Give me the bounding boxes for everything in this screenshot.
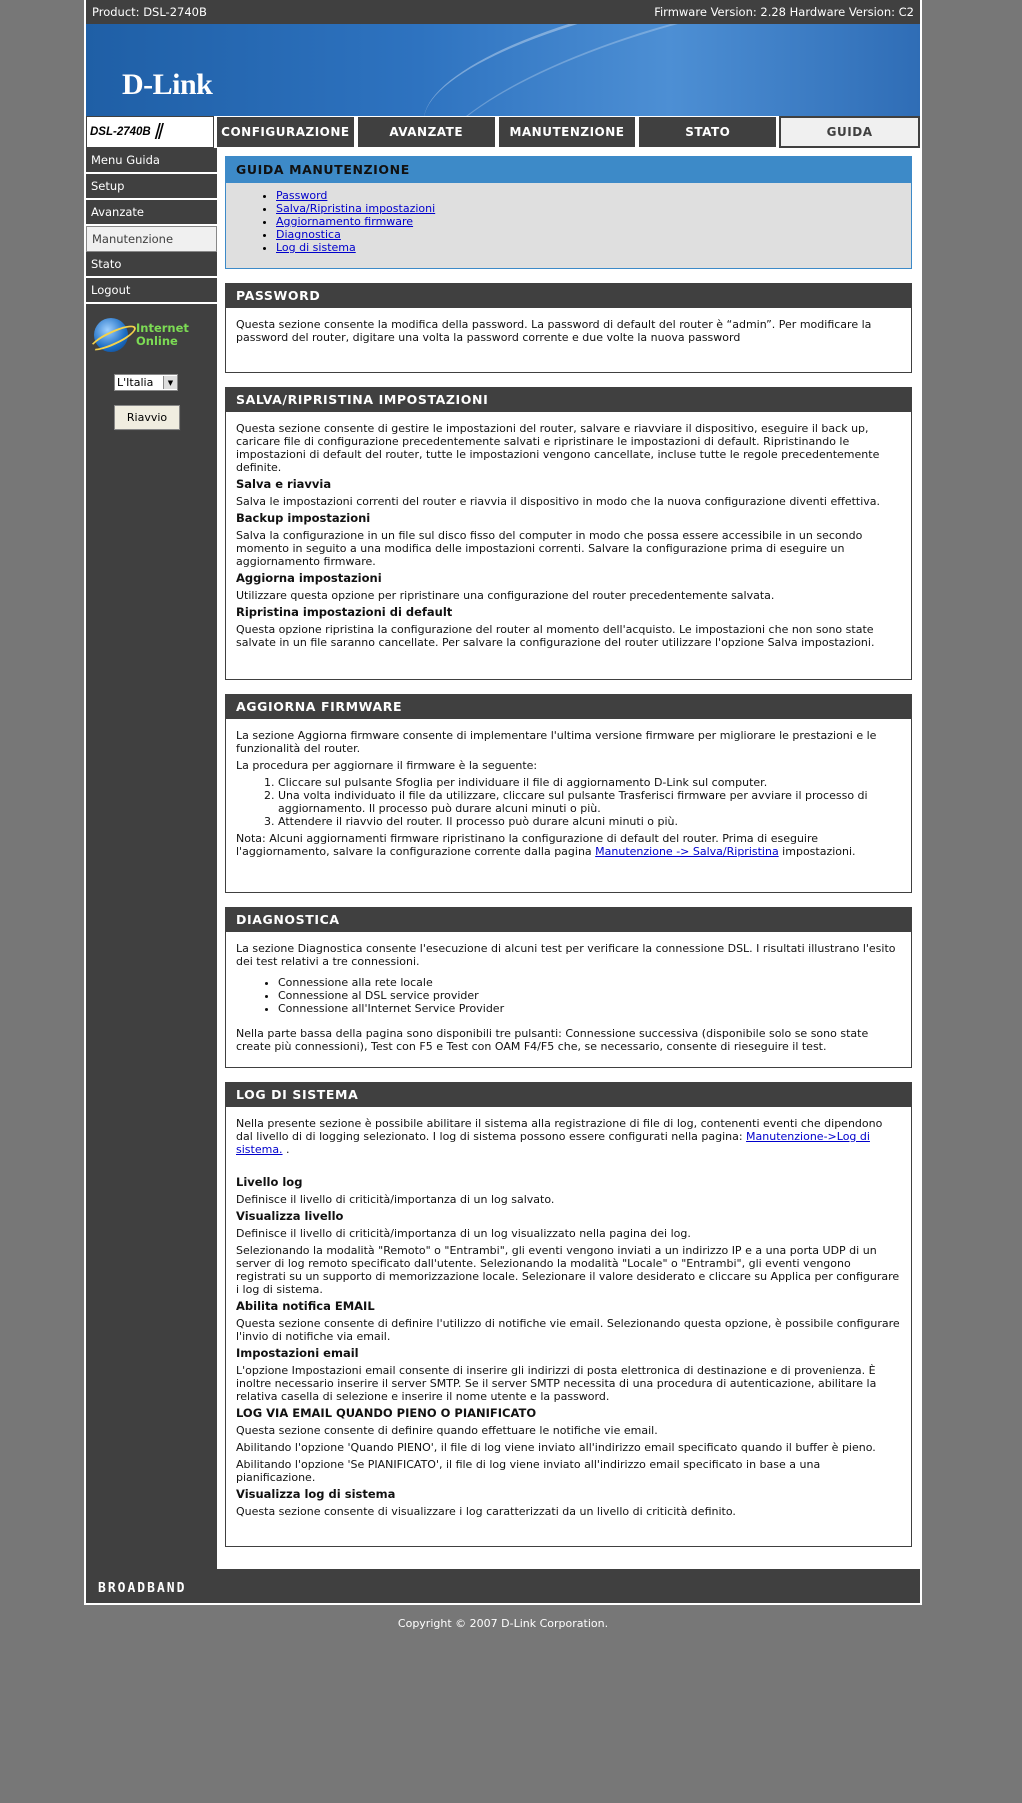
- firmware-note: Nota: Alcuni aggiornamenti firmware ripristinano la configurazione di default del router. Prima di eseguire l'aggiornamento, salvare la configurazione corrente dalla pagina Manutenzione -> Salva/Ripristina impostazioni.: [236, 832, 856, 858]
- salva-p4: Questa opzione ripristina la configurazione del router al momento dell'acquisto. Le impostazioni che non sono state salvate in un file saranno cancellate. Per salvare la configurazione del router utilizzare l'opzione Salva impostazioni.: [236, 623, 875, 649]
- guida-title: GUIDA MANUTENZIONE: [226, 157, 911, 183]
- reboot-button[interactable]: Riavvio: [114, 405, 180, 430]
- password-text: Questa sezione consente la modifica della password. La password di default del router è “admin”. Per modificare la password del router, digitare una volta la password corrente e due volte la nuova password: [236, 318, 872, 344]
- status-line-2: Online: [136, 334, 178, 348]
- internet-status: [86, 304, 217, 352]
- firmware-step: 1. Cliccare sul pulsante Sfoglia per individuare il file di aggiornamento D-Link sul computer.: [278, 776, 901, 789]
- salva-p3: Utilizzare questa opzione per ripristinare una configurazione del router precedentemente salvata.: [236, 589, 775, 602]
- log-section: [225, 1082, 912, 1547]
- model-badge: DSL-2740B //: [86, 116, 214, 148]
- link-manutenzione-salva[interactable]: Manutenzione -> Salva/Ripristina: [595, 845, 779, 858]
- tab-configurazione[interactable]: CONFIGURAZIONE: [216, 116, 355, 148]
- sidebar-item-menu-guida[interactable]: Menu Guida: [86, 148, 217, 174]
- link-salva-ripristina[interactable]: Salva/Ripristina impostazioni: [276, 202, 436, 215]
- internet-globe-icon: [94, 318, 128, 352]
- log-p2b: Selezionando la modalità "Remoto" o "Entrambi", gli eventi vengono inviati a un indirizzo IP e a una porta UDP di un server di log remoto specificato dall'utente. Selezionando la modalità "Locale" o "Entrambi", gli eventi vengono registrati su un supporto di memorizzazione locale. Selezionare il valore desiderato e cliccare su Applica per configurare i log di sistema.: [236, 1244, 900, 1296]
- salva-h3: Aggiorna impostazioni: [236, 571, 382, 585]
- log-p5c: Abilitando l'opzione 'Se PIANIFICATO', il file di log viene inviato all'indirizzo email specificato in base a una pianificazione.: [236, 1458, 821, 1484]
- sidebar-item-avanzate[interactable]: Avanzate: [86, 200, 217, 226]
- log-h1: Livello log: [236, 1175, 303, 1189]
- log-h4: Impostazioni email: [236, 1346, 359, 1360]
- link-password[interactable]: Password: [276, 189, 328, 202]
- firmware-p2: La procedura per aggiornare il firmware è la seguente:: [236, 759, 538, 772]
- diagnostica-title: DIAGNOSTICA: [226, 908, 911, 932]
- sidebar: [86, 148, 217, 1569]
- diagnostica-p2: Nella parte bassa della pagina sono disponibili tre pulsanti: Connessione successiva (disponibile solo se sono state create più connessioni), Test con F5 e Test con OAM F4/F5 che, se necessario, consente di rieseguire il test.: [236, 1027, 869, 1053]
- log-p1: Definisce il livello di criticità/importanza di un log salvato.: [236, 1193, 555, 1206]
- page-wrapper: [84, 0, 922, 1630]
- log-p5b: Abilitando l'opzione 'Quando PIENO', il file di log viene inviato all'indirizzo email specificato quando il buffer è pieno.: [236, 1441, 876, 1454]
- salva-intro: Questa sezione consente di gestire le impostazioni del router, salvare e riavviare il dispositivo, eseguire il back up, caricare file di configurazione precedentemente salvati e ripristinare le impostazioni di default. Ripristinando le impostazioni di default del router, tutte le impostazioni vengono cancellate, incluse tutte le regole precedentemente definite.: [236, 422, 880, 474]
- log-p5: Questa sezione consente di definire quando effettuare le notifiche vie email.: [236, 1424, 658, 1437]
- language-select[interactable]: L'Italia ▼: [114, 374, 178, 391]
- list-item: • Connessione alla rete locale: [278, 976, 901, 989]
- password-title: PASSWORD: [226, 284, 911, 308]
- log-h5: LOG VIA EMAIL QUANDO PIENO O PIANIFICATO: [236, 1406, 537, 1420]
- footer-bar: [84, 1569, 922, 1605]
- salva-p2: Salva la configurazione in un file sul disco fisso del computer in modo che possa essere accessibile in un secondo momento in seguito a una modifica delle impostazioni correnti. Salvare la configurazione prima di eseguire un aggiornamento firmware.: [236, 529, 863, 568]
- log-h6: Visualizza log di sistema: [236, 1487, 396, 1501]
- sidebar-item-manutenzione[interactable]: Manutenzione: [86, 226, 217, 252]
- header-banner: [84, 24, 922, 116]
- password-section: [225, 283, 912, 373]
- tab-stato[interactable]: STATO: [638, 116, 777, 148]
- link-diagnostica[interactable]: Diagnostica: [276, 228, 341, 241]
- log-h2: Visualizza livello: [236, 1209, 344, 1223]
- firmware-p1: La sezione Aggiorna firmware consente di implementare l'ultima versione firmware per migliorare le prestazioni e le funzionalità del router.: [236, 729, 877, 755]
- log-p3: Questa sezione consente di definire l'utilizzo di notifiche vie email. Selezionando questa opzione, è possibile configurare l'invio di notifiche via email.: [236, 1317, 900, 1343]
- copyright: Copyright © 2007 D-Link Corporation.: [397, 1617, 609, 1630]
- sidebar-item-setup[interactable]: Setup: [86, 174, 217, 200]
- sidebar-item-stato[interactable]: Stato: [86, 252, 217, 278]
- top-nav: [84, 116, 922, 148]
- sidebar-item-logout[interactable]: Logout: [86, 278, 217, 304]
- log-p6: Questa sezione consente di visualizzare i log caratterizzati da un livello di criticità definito.: [236, 1505, 736, 1518]
- firmware-title: AGGIORNA FIRMWARE: [226, 695, 911, 719]
- link-aggiornamento-firmware[interactable]: Aggiornamento firmware: [276, 215, 414, 228]
- log-h3: Abilita notifica EMAIL: [236, 1299, 375, 1313]
- list-item: • Connessione all'Internet Service Provider: [278, 1002, 901, 1015]
- link-manutenzione-log[interactable]: Manutenzione->Log di sistema.: [236, 1130, 870, 1156]
- firmware-step: 3. Attendere il riavvio del router. Il processo può durare alcuni minuti o più.: [278, 815, 901, 828]
- broadband-label: BROADBAND: [98, 1581, 187, 1596]
- list-item: • Connessione al DSL service provider: [278, 989, 901, 1002]
- dlink-logo: D-Link: [122, 68, 213, 101]
- diagnostica-section: [225, 907, 912, 1068]
- salva-section: [225, 387, 912, 680]
- version-label: Firmware Version: 2.28 Hardware Version: C2: [654, 5, 914, 19]
- main-area: [84, 148, 922, 1569]
- log-p2: Definisce il livello di criticità/importanza di un log visualizzato nella pagina dei log.: [236, 1227, 691, 1240]
- salva-title: SALVA/RIPRISTINA IMPOSTAZIONI: [226, 388, 911, 412]
- product-label: Product: DSL-2740B: [92, 5, 207, 19]
- firmware-step: 2. Una volta individuato il file da utilizzare, cliccare sul pulsante Trasferisci firmware per avviare il processo di aggiornamento. Il processo può durare alcuni minuti o più.: [278, 789, 901, 815]
- log-title: LOG DI SISTEMA: [226, 1083, 911, 1107]
- salva-h1: Salva e riavvia: [236, 477, 332, 491]
- salva-p1: Salva le impostazioni correnti del router e riavvia il dispositivo in modo che la nuova configurazione diventi effettiva.: [236, 495, 881, 508]
- log-p4: L'opzione Impostazioni email consente di inserire gli indirizzi di posta elettronica di destinazione e di provenienza. È inoltre necessario inserire il server SMTP. Se il server SMTP necessita di una procedura di autenticazione, abilitare la relativa casella di selezione e inserire il nome utente e la password.: [236, 1364, 877, 1403]
- top-info-bar: [84, 0, 922, 24]
- chevron-down-icon: ▼: [163, 376, 177, 389]
- salva-h4: Ripristina impostazioni di default: [236, 605, 453, 619]
- status-line-1: Internet: [136, 321, 189, 335]
- firmware-section: [225, 694, 912, 893]
- content-area: [217, 148, 920, 1569]
- tab-guida[interactable]: GUIDA: [779, 116, 920, 148]
- log-intro: Nella presente sezione è possibile abilitare il sistema alla registrazione di file di log, contenenti eventi che dipendono dal livello di di logging selezionato. I log di sistema possono essere configurati nella pagina: Manutenzione->Log di sistema. .: [236, 1117, 883, 1156]
- diagnostica-p1: La sezione Diagnostica consente l'esecuzione di alcuni test per verificare la connessione DSL. I risultati illustrano l'esito dei test relativi a tre connessioni.: [236, 942, 896, 968]
- tab-avanzate[interactable]: AVANZATE: [357, 116, 496, 148]
- tab-manutenzione[interactable]: MANUTENZIONE: [498, 116, 637, 148]
- salva-h2: Backup impostazioni: [236, 511, 371, 525]
- link-log-sistema[interactable]: Log di sistema: [276, 241, 356, 254]
- guida-index-box: [225, 156, 912, 269]
